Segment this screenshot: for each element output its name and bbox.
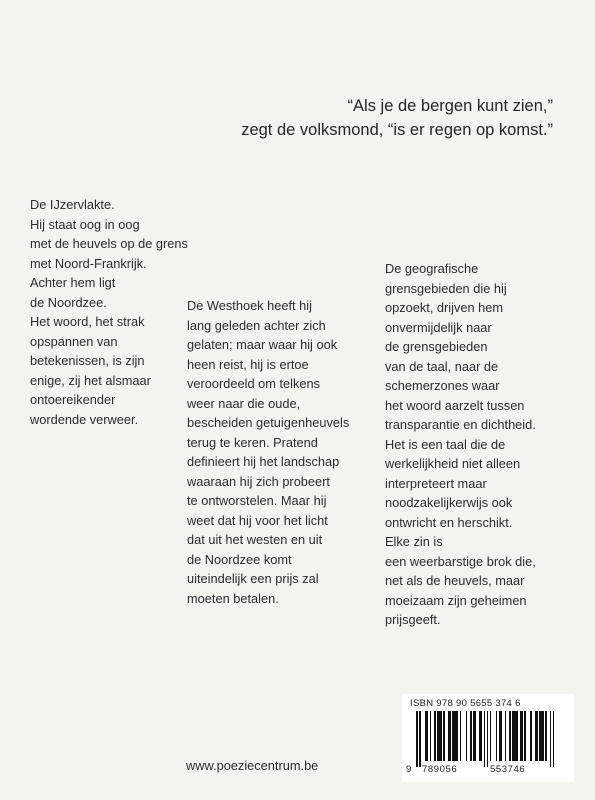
text-line: De geografische [385, 261, 479, 276]
text-line: interpreteert maar [385, 475, 487, 491]
isbn-barcode [402, 694, 574, 782]
text-line: het woord aarzelt tussen [385, 397, 525, 413]
text-line: weet dat hij voor het licht [187, 512, 328, 528]
text-line: noodzakelijkerwijs ook [385, 495, 513, 510]
text-line: weer naar die oude, [187, 395, 301, 411]
ean-first-digit: 9 [406, 764, 412, 775]
text-line: betekenissen, is zijn [30, 353, 145, 368]
text-line: transparantie en dichtheid. [385, 417, 536, 432]
quote-line-1: “Als je de bergen kunt zien,” [347, 97, 553, 115]
text-line: moeizaam zijn geheimen [385, 592, 527, 608]
barcode-bars [416, 711, 554, 767]
text-line: net als de heuvels, maar [385, 573, 525, 588]
text-line: enige, zij het alsmaar [30, 372, 151, 388]
text-line: lang geleden achter zich [187, 317, 326, 333]
text-line: onvermijdelijk naar [385, 319, 492, 335]
text-column-left [30, 195, 188, 429]
text-line: uiteindelijk een prijs zal [187, 571, 319, 586]
epigraph-quote [241, 94, 553, 142]
text-line: Elke zin is [385, 534, 443, 549]
text-line: met de heuvels op de grens [30, 236, 188, 251]
text-column-right [385, 259, 536, 630]
text-line: waaraan hij zich probeert [187, 473, 330, 489]
text-line: met Noord-Frankrijk. [30, 255, 147, 271]
text-line: terug te keren. Pratend [187, 434, 318, 450]
text-line: ontoereikender [30, 392, 116, 407]
text-line: werkelijkheid niet alleen [385, 456, 521, 471]
text-line: opspannen van [30, 333, 118, 349]
text-line: Het woord, het strak [30, 314, 145, 329]
publisher-website: www.poeziecentrum.be [186, 758, 319, 773]
barcode-bar [553, 711, 555, 767]
text-line: de grensgebieden [385, 339, 488, 354]
ean-group-left: 789056 [422, 764, 458, 775]
text-line: Achter hem ligt [30, 275, 116, 290]
text-line: schemerzones waar [385, 378, 500, 393]
text-line: heen reist, hij is ertoe [187, 356, 309, 372]
text-line: bescheiden getuigenheuvels [187, 415, 350, 430]
text-line: moeten betalen. [187, 590, 279, 606]
quote-line-2: zegt de volksmond, “is er regen op komst.” [241, 121, 553, 139]
text-line: De Westhoek heeft hij [187, 298, 312, 313]
text-line: gelaten; maar waar hij ook [187, 337, 338, 352]
text-line: grensgebieden die hij [385, 280, 507, 296]
text-line: wordende verweer. [30, 411, 139, 427]
text-line: prijsgeeft. [385, 612, 441, 627]
text-line: veroordeeld om telkens [187, 376, 321, 391]
text-line: de Noordzee komt [187, 551, 292, 567]
text-line: Het is een taal die de [385, 436, 506, 452]
text-line: Hij staat oog in oog [30, 216, 140, 232]
ean-group-right: 553746 [490, 764, 526, 775]
text-column-middle [187, 296, 349, 608]
text-line: dat uit het westen en uit [187, 532, 323, 547]
text-line: te ontworstelen. Maar hij [187, 493, 327, 508]
text-line: een weerbarstige brok die, [385, 553, 536, 569]
text-line: de Noordzee. [30, 294, 107, 310]
text-line: van de taal, naar de [385, 358, 499, 374]
text-line: ontwricht en herschikt. [385, 514, 513, 530]
isbn-label: ISBN 978 90 5655 374 6 [410, 698, 521, 709]
text-line: De IJzervlakte. [30, 197, 115, 212]
text-line: opzoekt, drijven hem [385, 300, 504, 315]
text-line: definieert hij het landschap [187, 454, 340, 469]
